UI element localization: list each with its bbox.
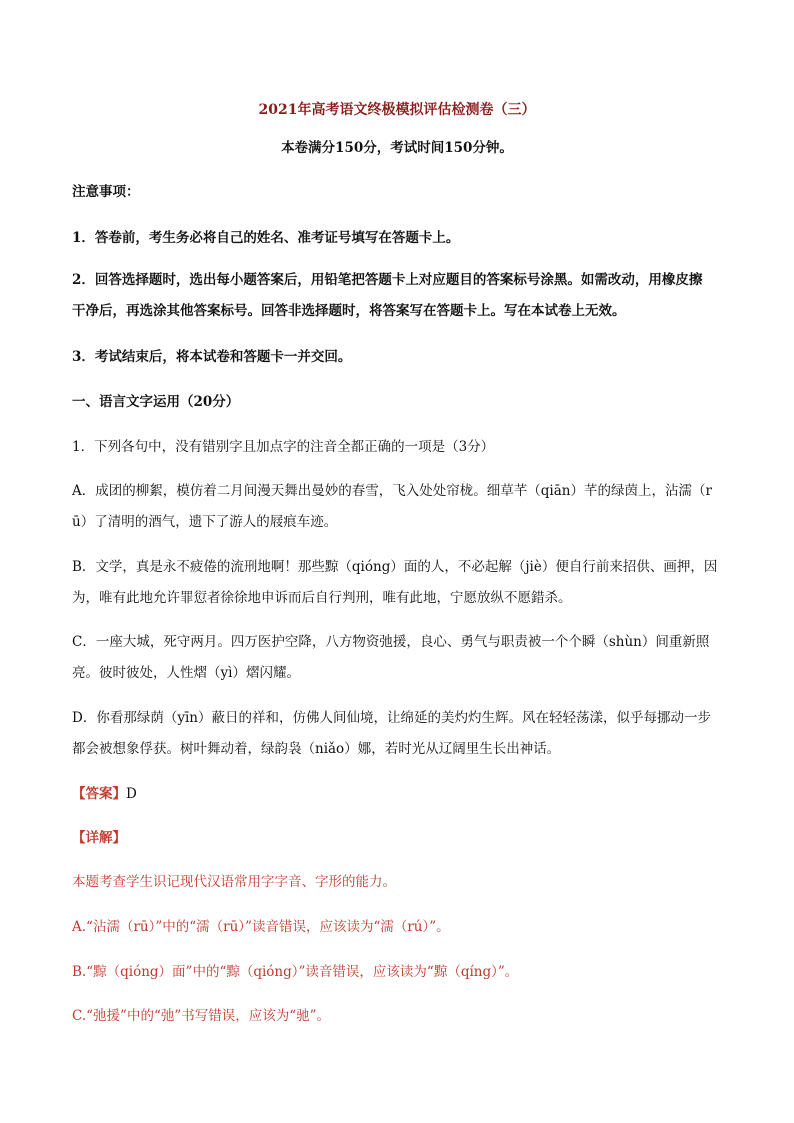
- exam-title: 2021年高考语文终极模拟评估检测卷（三）: [258, 102, 536, 118]
- option-d-line-2: 都会被想象俘获。树叶舞动着，绿韵袅（niǎo）娜，若时光从辽阔里生长出神话。: [72, 741, 561, 757]
- explanation-b: B.“黥（qióng）面”中的“黥（qióng）”读音错误，应该读为“黥（qíng）”。: [72, 964, 519, 980]
- option-a-line-1: A．成团的柳絮，模仿着二月间漫天舞出曼妙的春雪，飞入处处帘栊。细草芊（qiān）芊的绿茵上，沾濡（r: [72, 483, 712, 499]
- notes-item-1: 1．答卷前，考生务必将自己的姓名、准考证号填写在答题卡上。: [72, 230, 460, 246]
- notes-item-3: 3．考试结束后，将本试卷和答题卡一并交回。: [72, 349, 352, 365]
- option-c-line-2: 亮。彼时彼处，人性熠（yì）熠闪耀。: [72, 665, 300, 681]
- notes-item-2-line-1: 2．回答选择题时，选出每小题答案后，用铅笔把答题卡上对应题目的答案标号涂黑。如需改动，用橡皮擦: [72, 272, 703, 288]
- option-b-line-1: B．文学，真是永不疲倦的流刑地啊！那些黥（qióng）面的人，不必起解（jiè）便自行前来招供、画押，因: [72, 559, 718, 575]
- option-d-line-1: D．你看那绿荫（yīn）蔽日的祥和，仿佛人间仙境，让绵延的美灼灼生辉。风在轻轻荡漾，似乎每挪动一步: [72, 710, 711, 726]
- option-c-line-1: C．一座大城，死守两月。四万医护空降，八方物资弛援，良心、勇气与职责被一个个瞬（shùn）间重新照: [72, 634, 710, 650]
- option-a-line-2: ū）了清明的酒气，遗下了游人的屐痕车迹。: [72, 514, 338, 530]
- explanation-c: C.“弛援”中的“弛”书写错误，应该为“驰”。: [72, 1008, 331, 1024]
- exam-subtitle: 本卷满分150分，考试时间150分钟。: [281, 140, 513, 156]
- notes-item-2-line-2: 干净后，再选涂其他答案标号。回答非选择题时，将答案写在答题卡上。写在本试卷上无效。: [72, 303, 626, 319]
- section-1-heading: 一、语言文字运用（20分）: [72, 394, 240, 410]
- answer-value: D: [126, 786, 137, 802]
- question-1-stem: 1．下列各句中，没有错别字且加点字的注音全都正确的一项是（3分）: [72, 439, 495, 455]
- explanation-intro: 本题考查学生识记现代汉语常用字字音、字形的能力。: [72, 874, 396, 890]
- detail-tag: 【详解】: [72, 830, 126, 846]
- option-b-line-2: 为，唯有此地允许罪愆者徐徐地申诉而后自行判刑，唯有此地，宁愿放纵不愿錯杀。: [72, 590, 572, 606]
- answer-tag: 【答案】: [72, 786, 126, 802]
- explanation-a: A.“沾濡（rū）”中的“濡（rū）”读音错误，应该读为“濡（rú）”。: [72, 919, 450, 935]
- answer-line: [72, 784, 724, 804]
- notes-heading: 注意事项：: [72, 184, 140, 200]
